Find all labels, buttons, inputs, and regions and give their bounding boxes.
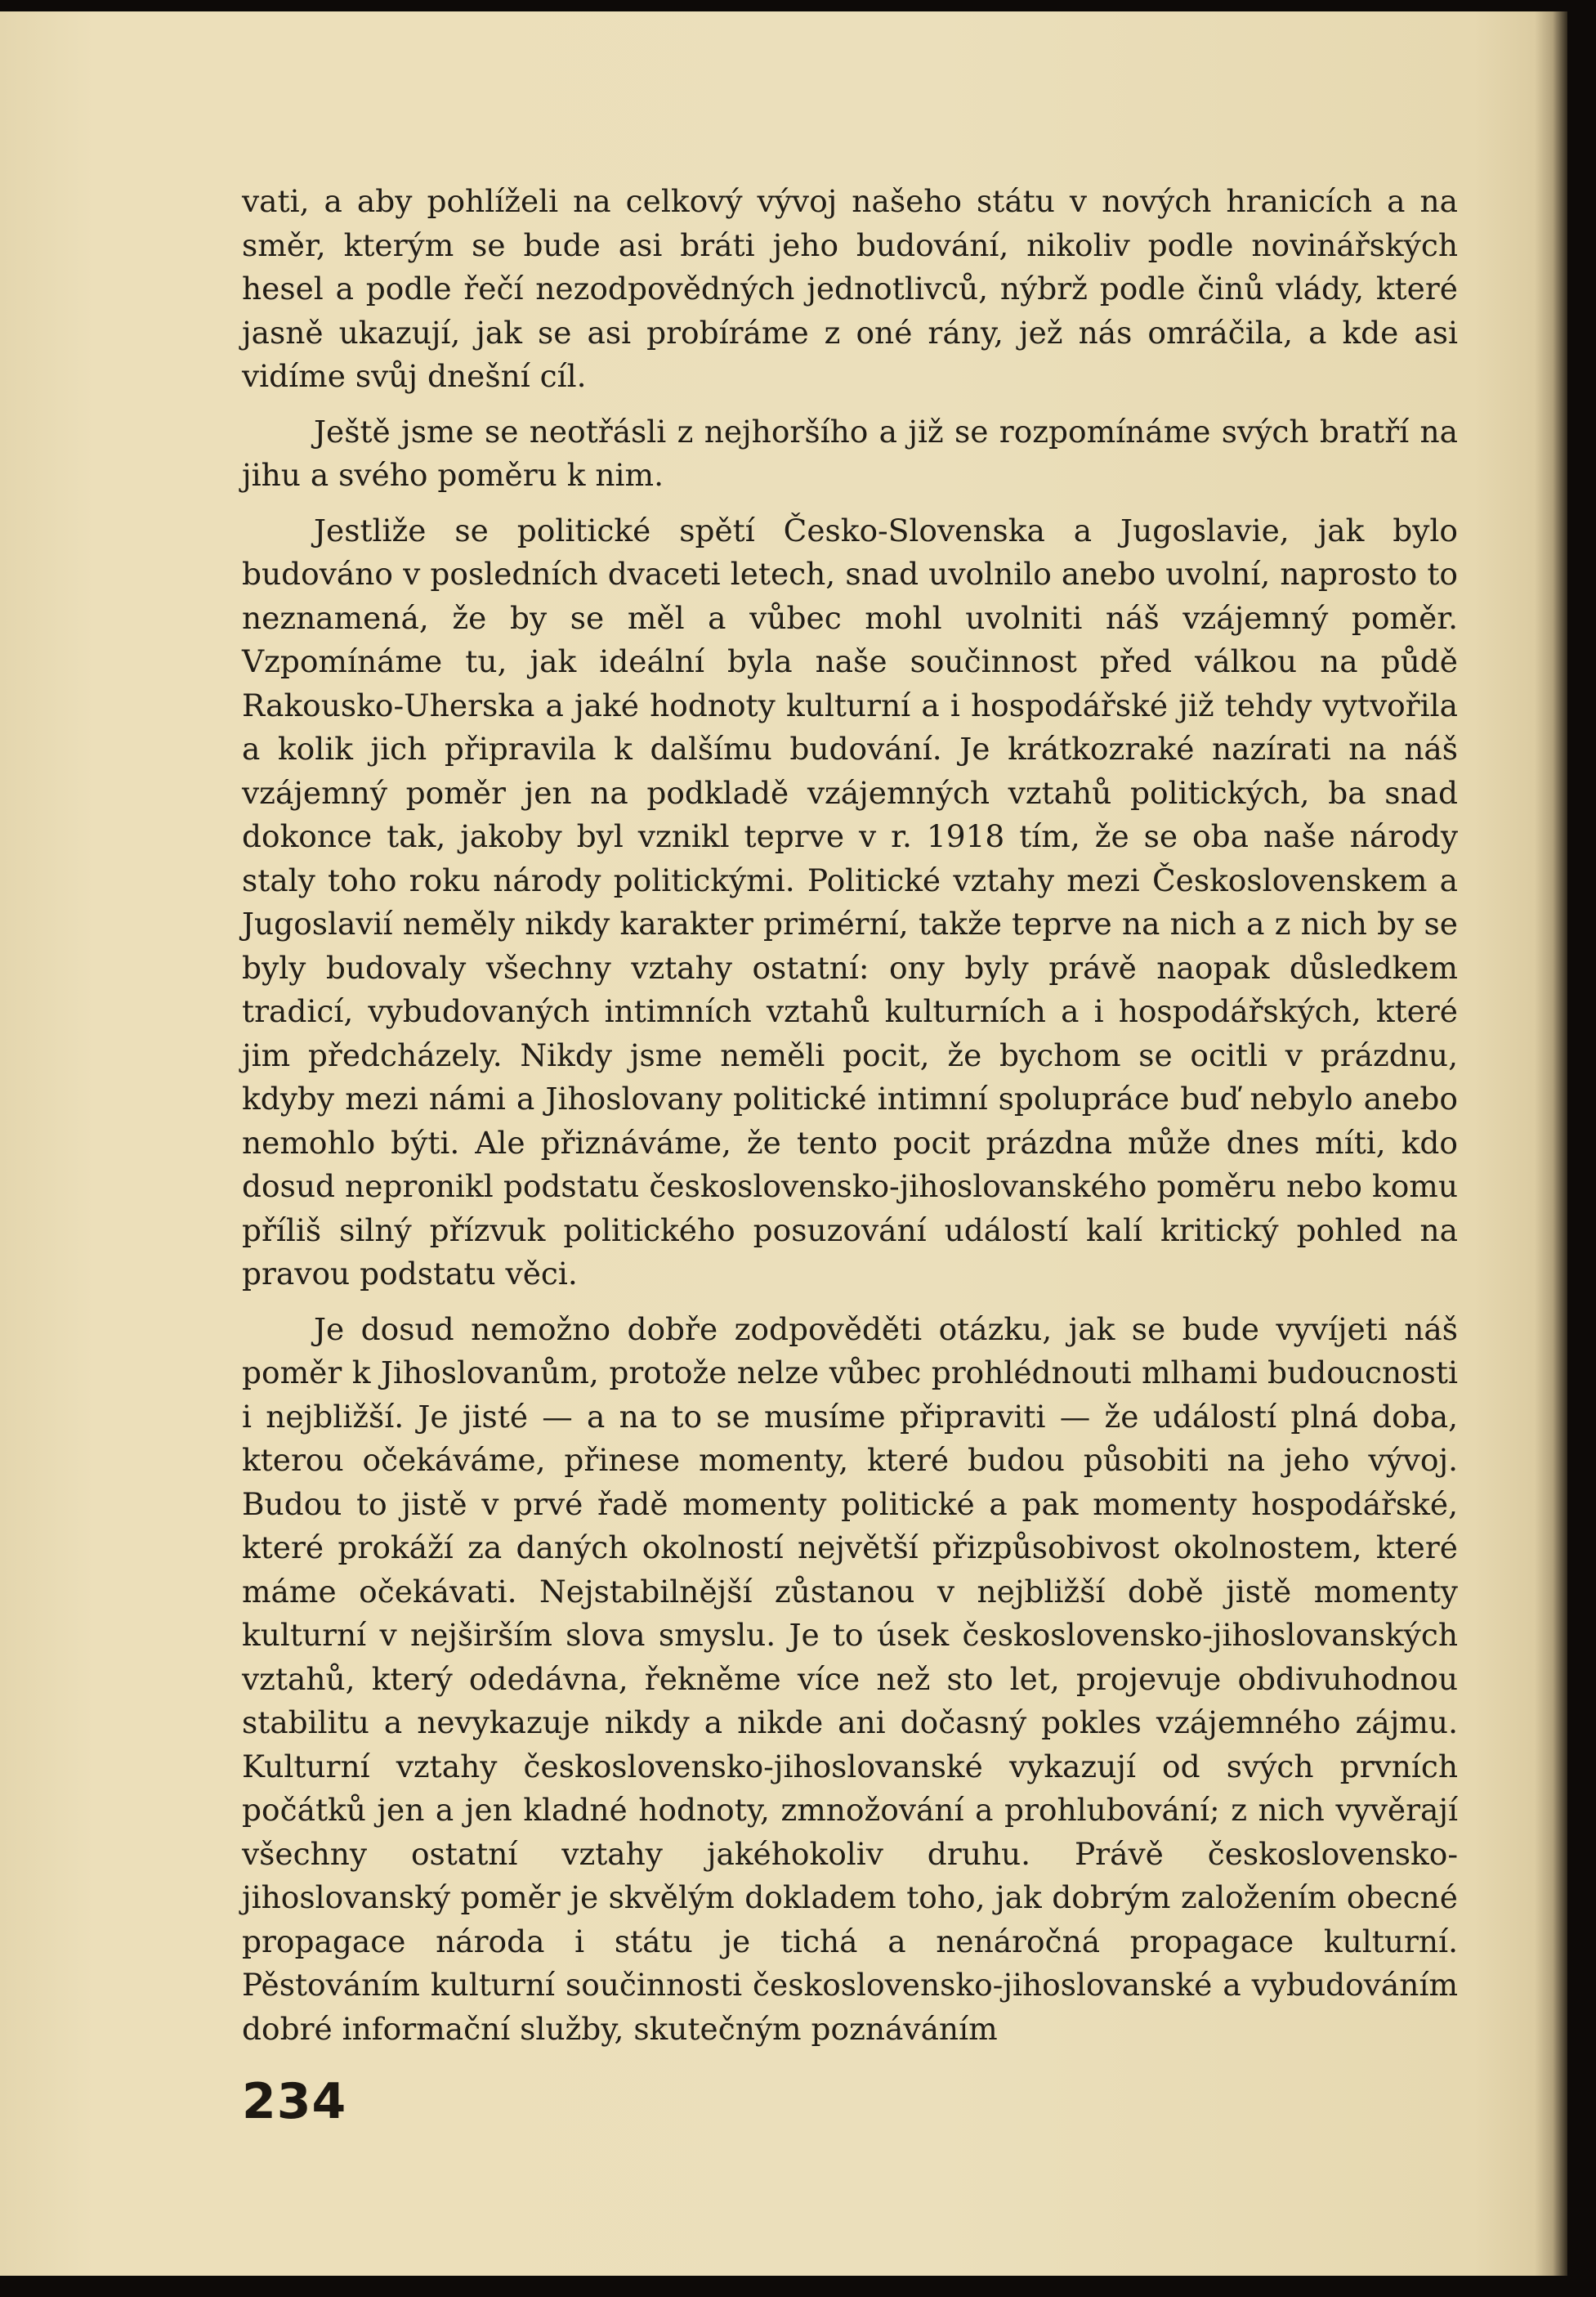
paragraph-2: Ještě jsme se neotřásli z nejhoršího a již se rozpomínáme svých bratří na jihu a svého poměru k nim. xyxy=(242,413,1458,493)
page-gutter-shadow xyxy=(1535,11,1567,2276)
paragraph-3: Jestliže se politické spětí Česko-Slovenska a Jugoslavie, jak bylo budováno v posledních dvaceti letech, snad uvolnilo anebo uvolní, naprosto to neznamená, že by se měl a vůbec mohl uvolniti náš vzájemný poměr. Vzpomínáme tu, jak ideální byla naše součinnost před válkou na půdě Rakousko-Uherska a jaké hodnoty kulturní a i hospodářské již tehdy vytvořila a kolik jich připravila k dalšímu budování. Je krátkozraké nazírati na náš vzájemný poměr jen na podkladě vzájemných vztahů politických, ba snad dokonce tak, jakoby byl vznikl teprve v r. 1918 tím, že se oba naše národy staly toho roku národy politickými. Politické vztahy mezi Československem a Jugoslavií neměly nikdy karakter primérní, takže teprve na nich a z nich by se byly budovaly všechny vztahy ostatní: ony byly právě naopak důsledkem tradicí, vybudovaných intimních vztahů kulturních a i hospodářských, které jim předcházely. Nikdy jsme neměli pocit, že bychom se ocitli v prázdnu, kdyby mezi námi a Jihoslovany politické intimní spolupráce buď nebylo anebo nemohlo býti. Ale přiznáváme, že tento pocit prázdna může dnes míti, kdo dosud nepronikl podstatu československo-jihoslovanského poměru nebo komu příliš silný přízvuk politického posuzování událostí kalí kritický pohled na pravou podstatu věci. xyxy=(242,512,1458,1292)
book-page xyxy=(0,11,1567,2276)
paragraph-continuation: vati, a aby pohlíželi na celkový vývoj našeho státu v nových hranicích a na směr, kterým se bude asi bráti jeho budování, nikoliv podle novinářských hesel a podle řečí nezodpovědných jednotlivců, nýbrž podle činů vlády, které jasně ukazují, jak se asi probíráme z oné rány, jež nás omráčila, a kde asi vidíme svůj dnešní cíl. xyxy=(242,183,1458,394)
paragraph-4: Je dosud nemožno dobře zodpověděti otázku, jak se bude vyvíjeti náš poměr k Jihoslovanům, protože nelze vůbec prohlédnouti mlhami budoucnosti i nejbližší. Je jisté — a na to se musíme připraviti — že událostí plná doba, kterou očekáváme, přinese momenty, které budou působiti na jeho vývoj. Budou to jistě v prvé řadě momenty politické a pak momenty hospodářské, které prokáží za daných okolností největší přizpůsobivost okolnostem, které máme očekávati. Nejstabilnější zůstanou v nejbližší době jistě momenty kulturní v nejširším slova smyslu. Je to úsek československo-jihoslovanských vztahů, který odedávna, řekněme více než sto let, projevuje obdivuhodnou stabilitu a nevykazuje nikdy a nikde ani dočasný pokles vzájemného zájmu. Kulturní vztahy československo-jihoslovanské vykazují od svých prvních počátků jen a jen kladné hodnoty, zmnožování a prohlubování; z nich vyvěrají všechny ostatní vztahy jakéhokoliv druhu. Právě československo-jihoslovanský poměr je skvělým dokladem toho, jak dobrým založením obecné propagace národa i státu je tichá a nenáročná propagace kulturní. Pěstováním kulturní součinnosti československo-jihoslovanské a vybudováním dobré informační služby, skutečným poznáváním xyxy=(242,1310,1458,2047)
page-number: 234 xyxy=(242,2073,347,2130)
body-text xyxy=(242,180,1458,2051)
